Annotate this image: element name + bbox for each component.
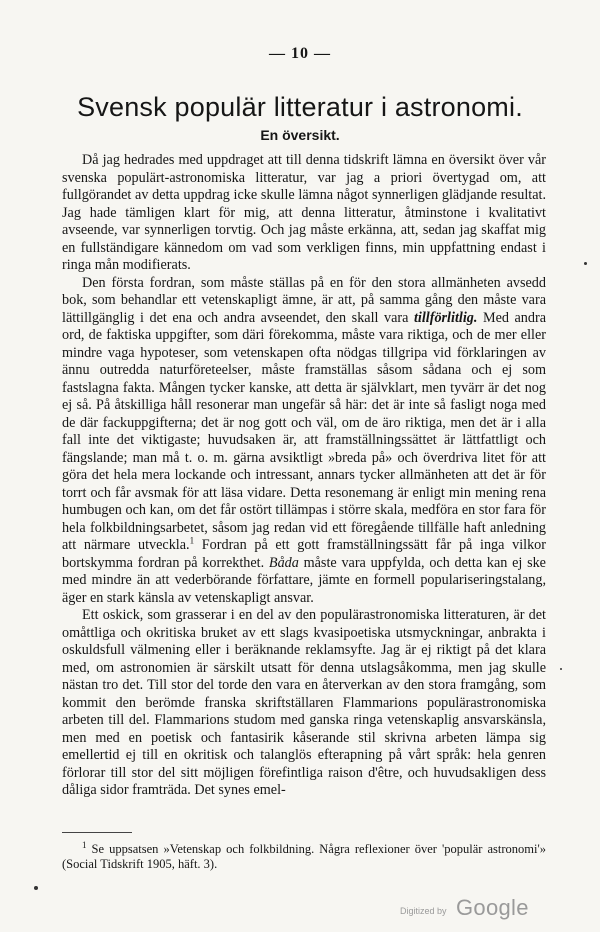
article-subtitle: En översikt. [260, 127, 340, 143]
google-watermark [400, 893, 560, 923]
text-segment: Fordran på ett gott framställningssätt får på inga vilkor bortskymma fordran på korrekthet. [62, 537, 546, 571]
article-title: Svensk populär litteratur i astronomi. [77, 92, 523, 122]
google-logo: Google [456, 895, 529, 920]
watermark-prefix: Digitized by [400, 906, 447, 916]
paragraph [62, 152, 546, 275]
footnote [62, 839, 546, 872]
text-segment: Med andra ord, de faktiska uppgifter, som däri förekomma, måste vara riktiga, och de mer eller mindre vaga hypoteser, som vetenskapen ofta nödgas tillgripa vid förklaringen av ännu outredda naturföreteelser, måste framställas såsom sådana och ej som fastslagna fakta. Mången tycker kanske, att detta är självklart, men tyvärr är det nog ej så. På åtskilliga håll resonerar man ungefär så här: det är inte så fasligt noga med de där fackuppgifterna; det är nog gott och väl, om de äro riktiga, men det är i alla fall inte det viktigaste; huvudsaken är, att framställningssättet är lättfattligt och fängslande; man må t. o. m. gärna avsiktligt »breda på» och överdriva litet för att göra det hela mera lockande och intressant, annars tycker allmänheten att det är för torrt och får avsmak för att läsa vidare. Detta resonemang är enligt min mening rena humbugen och kan, om det får ostört tillämpas i större skala, medföra en stor fara för hela folkbildningsarbetet, såsom jag redan vid ett föregående tillfälle haft anledning att närmare utveckla. [62, 309, 546, 553]
print-speck [584, 262, 587, 265]
text-segment: Ett oskick, som grasserar i en del av den populärastronomiska litteraturen, är det omåttliga och okritiska bruket av ett slags kvasipoetiska utsmyckningar, anbrakta i oskuldsfull välmening eller i beräknande reklamsyfte. Jag är ej riktigt på det klara med, om astronomien är särskilt utsatt för denna utslagsåkomma, men jag skulle nästan tro det. Till stor del torde den vara en återverkan av den stora framgång, som kommit den berömde franska skriftställaren Flammarions populärastronomiska arbeten till del. Flammarions studom med ganska ringa vetenskaplig ansvarskänsla, men med en poetisk och fantasirik kåserande stil skrivna arbeten lämpa sig emellertid ej till en okritisk och talanglös efterapning på vårt språk: hela genren förlorar till stor del sitt möjligen förefintliga raison d'être, och huvudsakligen dess dåliga sidor framträda. Det synes emel- [62, 607, 546, 798]
text-segment: Båda [268, 554, 299, 571]
text-segment: Den första fordran, som måste ställas på en för den stora allmänheten avsedd bok, som behandlar ett vetenskapligt ämne, är att, på samma gång den måste vara lättillgänglig i det ena och andra avseendet, den skall vara [62, 274, 546, 326]
footnote-reference: 1 [189, 535, 195, 546]
text-segment: tillförlitlig. [413, 309, 478, 326]
text-segment: måste vara uppfylda, och detta kan ej ske med mindre än att vederbörande författare, jämte en formell populariseringstalang, äger en stark känsla av vetenskapligt ansvar. [62, 554, 546, 606]
text-segment: Då jag hedrades med uppdraget att till denna tidskrift lämna en översikt över vår svenska populärt-astronomiska litteratur, var jag a priori övertygad om, att fullgörandet av detta uppdrag icke skulle lämna något synnerligen glädjande resultat. Jag hade tämligen klart för mig, att denna litteratur, åtminstone i kvalitativt avseende, var synnerligen torvtig. Och jag måste erkänna, att, sedan jag skaffat mig en fullständigare kännedom om vad som verkligen finns, min uppfattning endast i ringa mån modifierats. [62, 152, 546, 273]
print-speck [34, 886, 38, 890]
paragraph [62, 275, 546, 608]
footnote-text: Se uppsatsen »Vetenskap och folkbildning. Några reflexioner över 'populär astronomi'» (Social Tidskrift 1905, häft. 3). [62, 842, 546, 871]
paragraph [62, 607, 546, 800]
footnote-marker: 1 [82, 839, 87, 850]
print-speck [560, 668, 562, 670]
article-body [62, 152, 546, 800]
page-number: — 10 — [269, 45, 331, 62]
footnote-rule [62, 832, 132, 833]
